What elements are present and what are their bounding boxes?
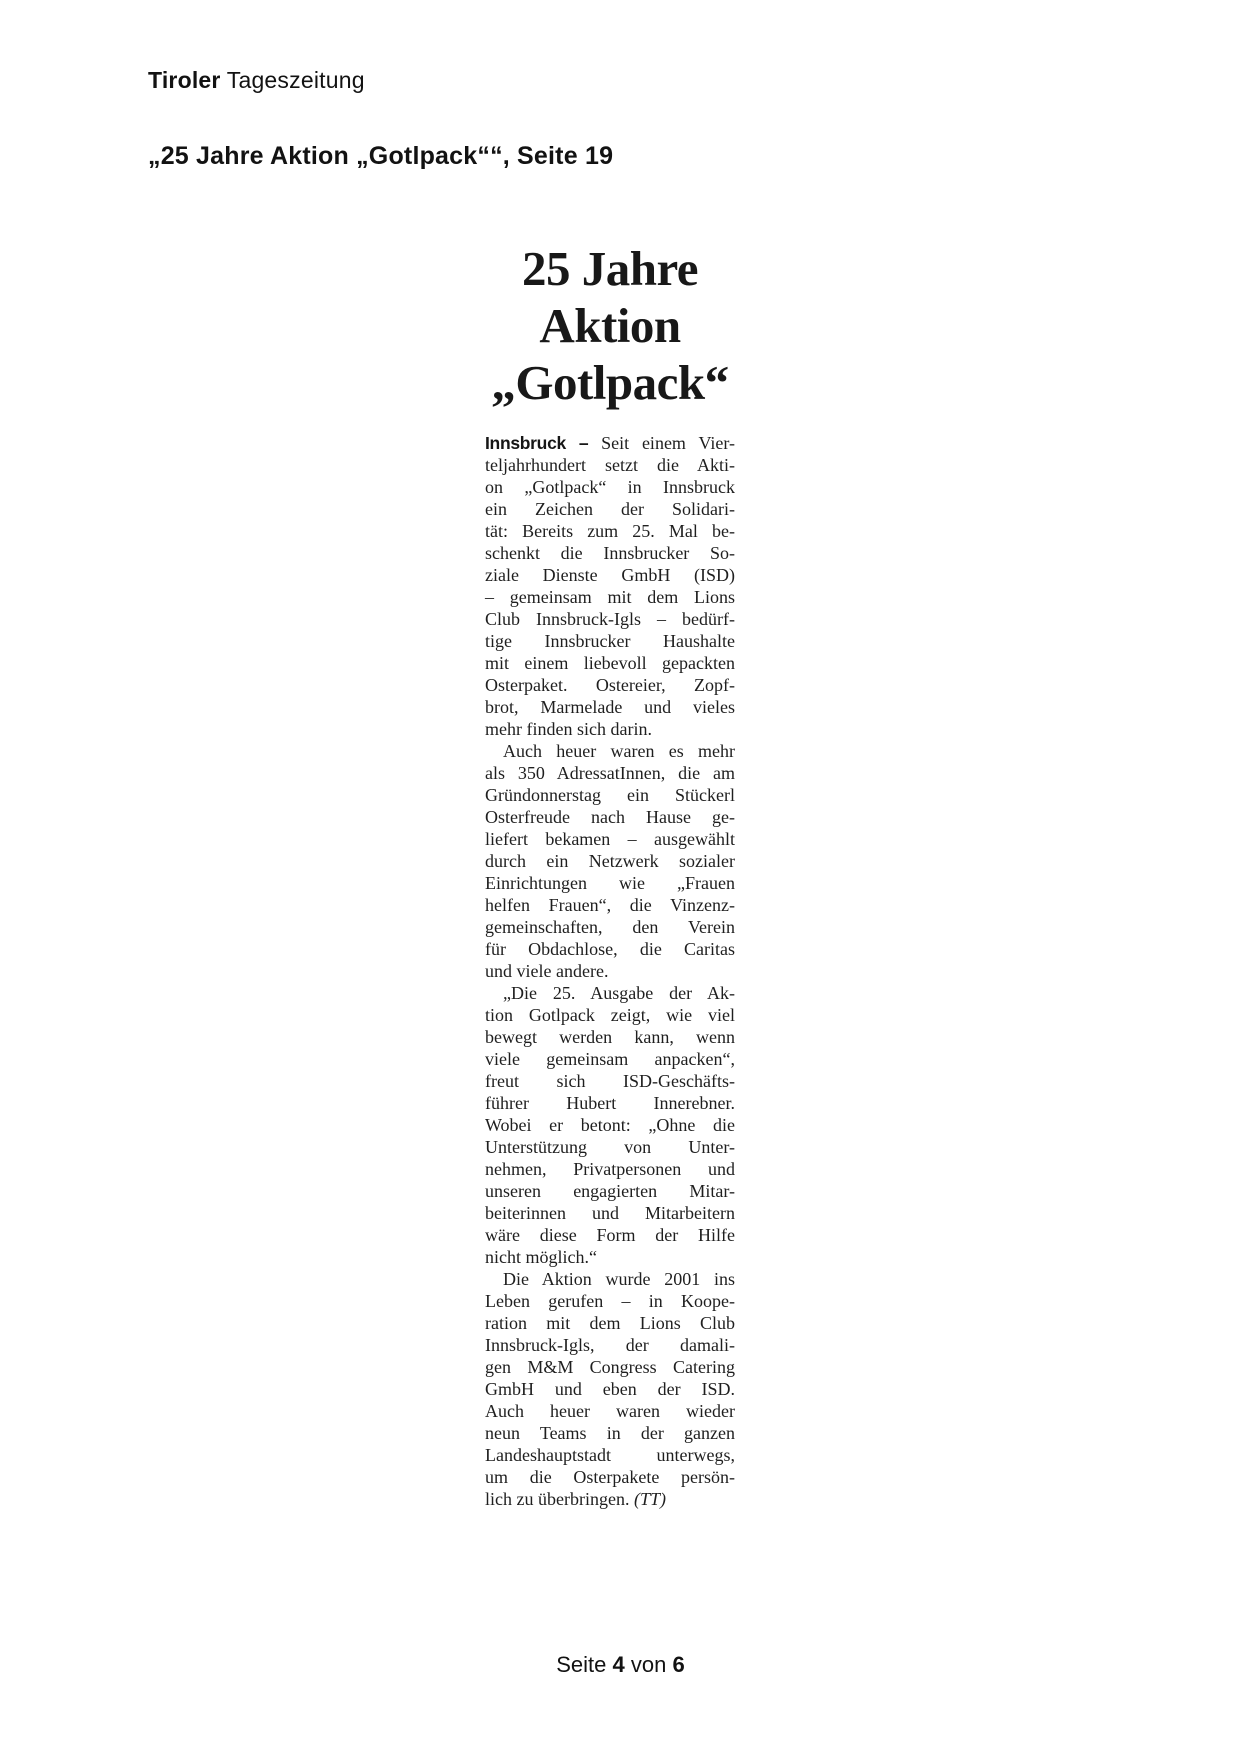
article-line: liefert bekamen – ausgewählt bbox=[485, 829, 735, 849]
article-line: durch ein Netzwerk sozialer bbox=[485, 851, 735, 871]
article-line: brot, Marmelade und vieles bbox=[485, 697, 735, 717]
article-line: – gemeinsam mit dem Lions bbox=[485, 587, 735, 607]
article-line: „Die 25. Ausgabe der Ak- bbox=[503, 983, 735, 1003]
article-line: Einrichtungen wie „Frauen bbox=[485, 873, 735, 893]
page-footer bbox=[0, 1652, 1241, 1678]
article-line: schenkt die Innsbrucker So- bbox=[485, 543, 735, 563]
article-line: Wobei er betont: „Ohne die bbox=[485, 1115, 735, 1135]
article-line: beiterinnen und Mitarbeitern bbox=[485, 1203, 735, 1223]
article-line: Innsbruck – Seit einem Vier- bbox=[485, 433, 735, 453]
article-line: wäre diese Form der Hilfe bbox=[485, 1225, 735, 1245]
article-line: Osterpaket. Ostereier, Zopf- bbox=[485, 675, 735, 695]
headline-line-1: 25 Jahre bbox=[521, 241, 699, 296]
article-line: tige Innsbrucker Haushalte bbox=[485, 631, 735, 651]
headline-line-2: Aktion bbox=[539, 298, 681, 353]
article-line: Leben gerufen – in Koope- bbox=[485, 1291, 735, 1311]
agency-credit: (TT) bbox=[633, 1489, 666, 1509]
article-line: helfen Frauen“, die Vinzenz- bbox=[485, 895, 735, 915]
article-line: teljahrhundert setzt die Akti- bbox=[485, 455, 735, 475]
article-body bbox=[485, 432, 735, 1510]
article-line: gen M&M Congress Catering bbox=[485, 1357, 735, 1377]
document-title: „25 Jahre Aktion „Gotlpack““, Seite 19 bbox=[148, 142, 614, 170]
article-line: Die Aktion wurde 2001 ins bbox=[503, 1269, 735, 1289]
article-line: freut sich ISD-Geschäfts- bbox=[485, 1071, 735, 1091]
footer-current-page: 4 bbox=[612, 1652, 625, 1677]
article-line: Osterfreude nach Hause ge- bbox=[485, 807, 735, 827]
article-line: neun Teams in der ganzen bbox=[485, 1423, 735, 1443]
footer-separator: von bbox=[630, 1652, 667, 1677]
article-line: ration mit dem Lions Club bbox=[485, 1313, 735, 1333]
article-line: Landeshauptstadt unterwegs, bbox=[485, 1445, 735, 1465]
newspaper-name-regular: Tageszeitung bbox=[226, 67, 365, 93]
article-line: Auch heuer waren es mehr bbox=[503, 741, 735, 761]
article-line: ziale Dienste GmbH (ISD) bbox=[485, 565, 735, 585]
article-line: lich zu überbringen. (TT) bbox=[485, 1489, 666, 1509]
article-line: gemeinschaften, den Verein bbox=[485, 917, 735, 937]
article-line: um die Osterpakete persön- bbox=[485, 1467, 735, 1487]
article-line: tion Gotlpack zeigt, wie viel bbox=[485, 1005, 735, 1025]
article bbox=[485, 240, 735, 1510]
headline-line-3: „Gotlpack“ bbox=[491, 355, 729, 410]
newspaper-name bbox=[148, 66, 365, 94]
article-line: nicht möglich.“ bbox=[485, 1247, 597, 1267]
article-line: on „Gotlpack“ in Innsbruck bbox=[485, 477, 735, 497]
article-line: viele gemeinsam anpacken“, bbox=[485, 1049, 735, 1069]
article-line: GmbH und eben der ISD. bbox=[485, 1379, 735, 1399]
article-line: Auch heuer waren wieder bbox=[485, 1401, 735, 1421]
article-line: nehmen, Privatpersonen und bbox=[485, 1159, 735, 1179]
article-line: mehr finden sich darin. bbox=[485, 719, 652, 739]
article-line: als 350 AdressatInnen, die am bbox=[485, 763, 735, 783]
article-line: bewegt werden kann, wenn bbox=[485, 1027, 735, 1047]
footer-total-pages: 6 bbox=[672, 1652, 685, 1677]
article-line: Innsbruck-Igls, der damali- bbox=[485, 1335, 735, 1355]
article-line: führer Hubert Innerebner. bbox=[485, 1093, 735, 1113]
article-line: Unterstützung von Unter- bbox=[485, 1137, 735, 1157]
article-line: unseren engagierten Mitar- bbox=[485, 1181, 735, 1201]
article-line: und viele andere. bbox=[485, 961, 609, 981]
article-headline bbox=[485, 240, 735, 411]
dateline: Innsbruck – bbox=[485, 433, 589, 453]
newspaper-name-bold: Tiroler bbox=[148, 67, 221, 93]
article-line: für Obdachlose, die Caritas bbox=[485, 939, 735, 959]
article-line: mit einem liebevoll gepackten bbox=[485, 653, 735, 673]
article-line: ein Zeichen der Solidari- bbox=[485, 499, 735, 519]
article-line: Gründonnerstag ein Stückerl bbox=[485, 785, 735, 805]
article-line: tät: Bereits zum 25. Mal be- bbox=[485, 521, 735, 541]
article-line: Club Innsbruck-Igls – bedürf- bbox=[485, 609, 735, 629]
footer-label: Seite bbox=[556, 1652, 607, 1677]
